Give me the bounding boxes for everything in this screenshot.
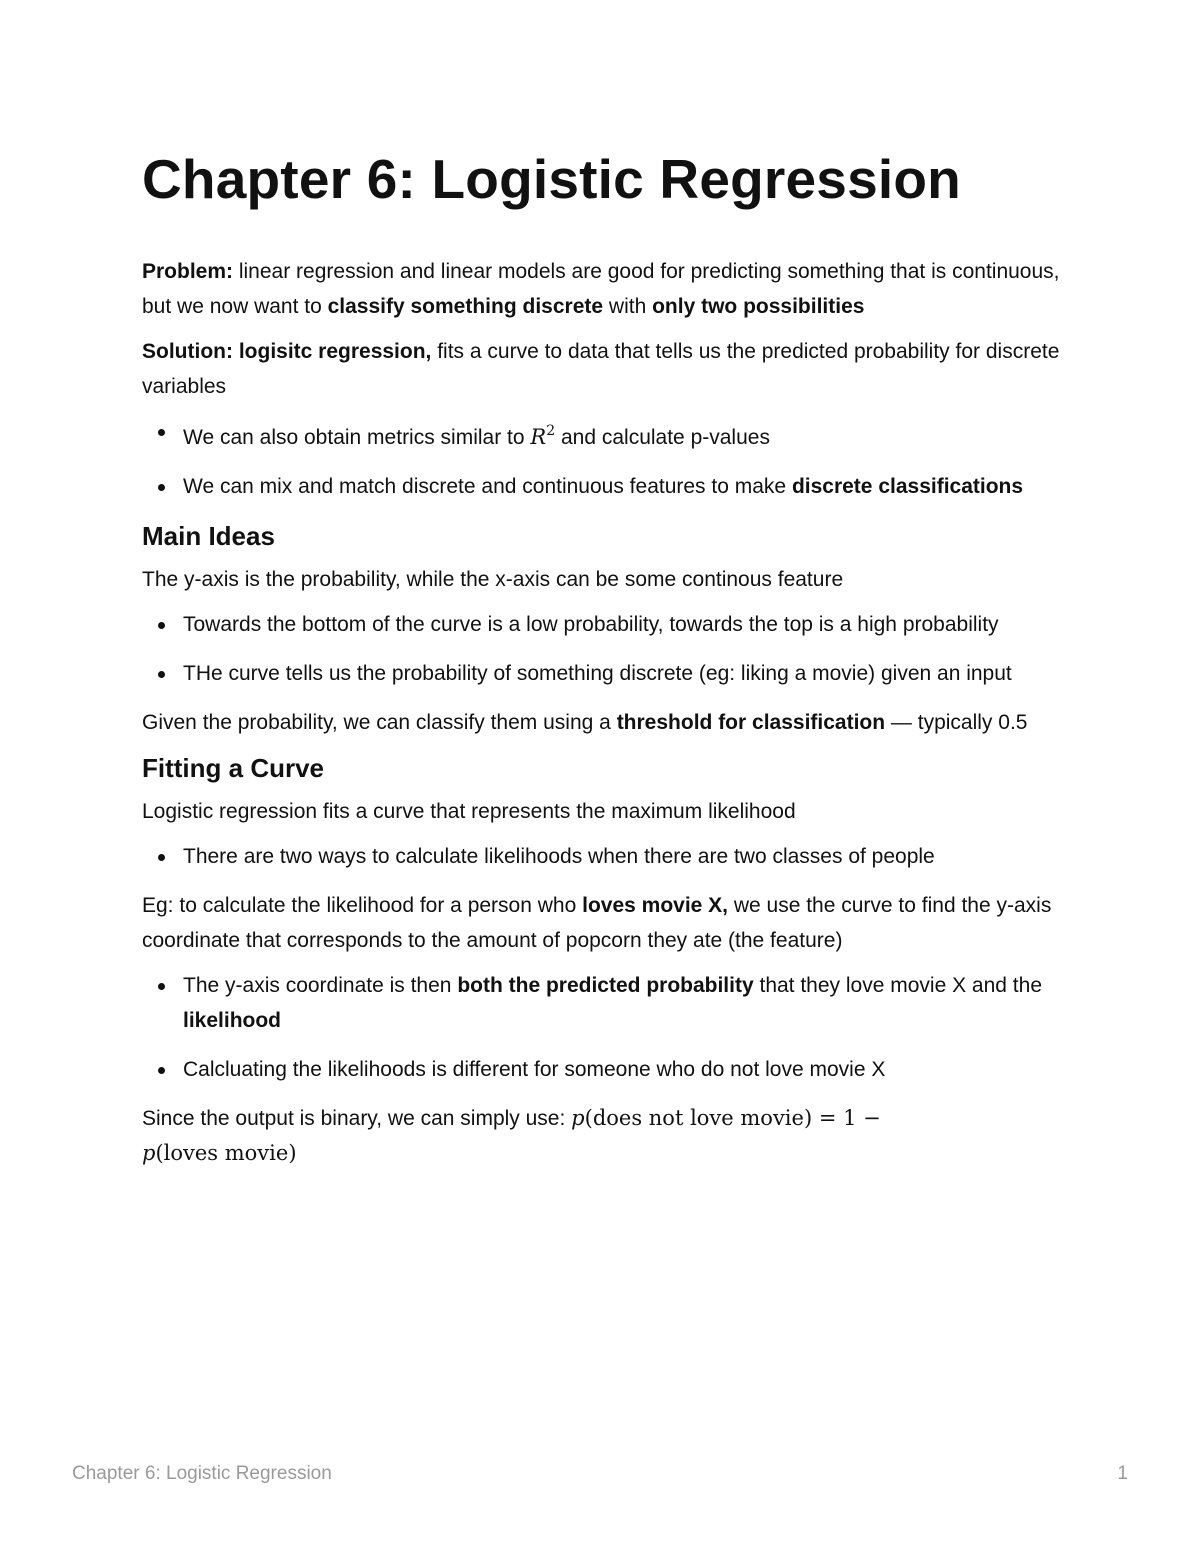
list-item <box>183 414 1062 455</box>
list-item: There are two ways to calculate likelihoods when there are two classes of people <box>183 839 1062 874</box>
threshold-bold: threshold for classification <box>616 711 886 734</box>
bullet-bold: likelihood <box>183 1009 282 1032</box>
bullet-text: The y-axis coordinate is then <box>183 974 458 997</box>
math-expression: (does not love movie) = 1 − <box>584 1106 881 1130</box>
threshold-text-2: — typically 0.5 <box>885 711 1028 734</box>
bullet-text: that they love movie X and the <box>753 974 1042 997</box>
solution-bold: logisitc regression, <box>238 340 432 363</box>
example-paragraph <box>142 888 1062 958</box>
math-variable: p <box>571 1106 585 1130</box>
example-bold: loves movie X, <box>582 894 729 917</box>
solution-paragraph <box>142 334 1062 404</box>
list-item: Calcluating the likelihoods is different for someone who do not love movie X <box>183 1052 1062 1087</box>
binary-paragraph <box>142 1101 1062 1171</box>
problem-bold-1: classify something discrete <box>327 295 604 318</box>
bullet-bold: discrete classifications <box>791 475 1024 498</box>
math-variable: p <box>142 1141 156 1165</box>
fitting-bullet-list-2 <box>142 968 1062 1087</box>
intro-bullet-list <box>142 414 1062 504</box>
list-item: THe curve tells us the probability of something discrete (eg: liking a movie) given an input <box>183 656 1062 691</box>
page-title: Chapter 6: Logistic Regression <box>142 148 961 210</box>
math-superscript: 2 <box>546 423 556 439</box>
solution-label: Solution: <box>142 340 233 363</box>
example-text-2: we use the curve to find the y-axis coordinate that corresponds to the amount of popcorn they ate (the feature) <box>142 894 1052 952</box>
page-footer <box>72 1463 1128 1491</box>
bullet-text: We can mix and match discrete and continuous features to make <box>183 475 792 498</box>
example-text-1: Eg: to calculate the likelihood for a person who <box>142 894 583 917</box>
solution-text: fits a curve to data that tells us the predicted probability for discrete variables <box>142 340 1060 398</box>
main-ideas-bullet-list <box>142 607 1062 691</box>
footer-title: Chapter 6: Logistic Regression <box>72 1463 332 1484</box>
threshold-text-1: Given the probability, we can classify them using a <box>142 711 617 734</box>
problem-text-2: with <box>603 295 653 318</box>
problem-paragraph <box>142 254 1062 324</box>
page-number: 1 <box>1117 1463 1128 1484</box>
list-item <box>183 968 1062 1038</box>
bullet-bold: both the predicted probability <box>457 974 754 997</box>
list-item <box>183 469 1062 504</box>
problem-bold-2: only two possibilities <box>652 295 865 318</box>
binary-text: Since the output is binary, we can simply use: <box>142 1107 572 1130</box>
page-content <box>142 140 1062 1181</box>
section-heading-main-ideas: Main Ideas <box>142 521 275 551</box>
fitting-paragraph: Logistic regression fits a curve that represents the maximum likelihood <box>142 800 796 823</box>
r-squared-math <box>530 425 555 449</box>
problem-text-1: linear regression and linear models are good for predicting something that is continuous, but we now want to <box>142 260 1060 318</box>
bullet-text: and calculate p-values <box>555 426 770 449</box>
bullet-text: We can also obtain metrics similar to <box>183 426 531 449</box>
math-variable: R <box>530 425 547 449</box>
main-ideas-paragraph: The y-axis is the probability, while the x-axis can be some continous feature <box>142 568 844 591</box>
list-item: Towards the bottom of the curve is a low probability, towards the top is a high probability <box>183 607 1062 642</box>
threshold-paragraph <box>142 705 1062 740</box>
math-expression: (loves movie) <box>155 1141 297 1165</box>
fitting-bullet-list-1 <box>142 839 1062 874</box>
section-heading-fitting-curve: Fitting a Curve <box>142 753 325 783</box>
problem-label: Problem: <box>142 260 234 283</box>
